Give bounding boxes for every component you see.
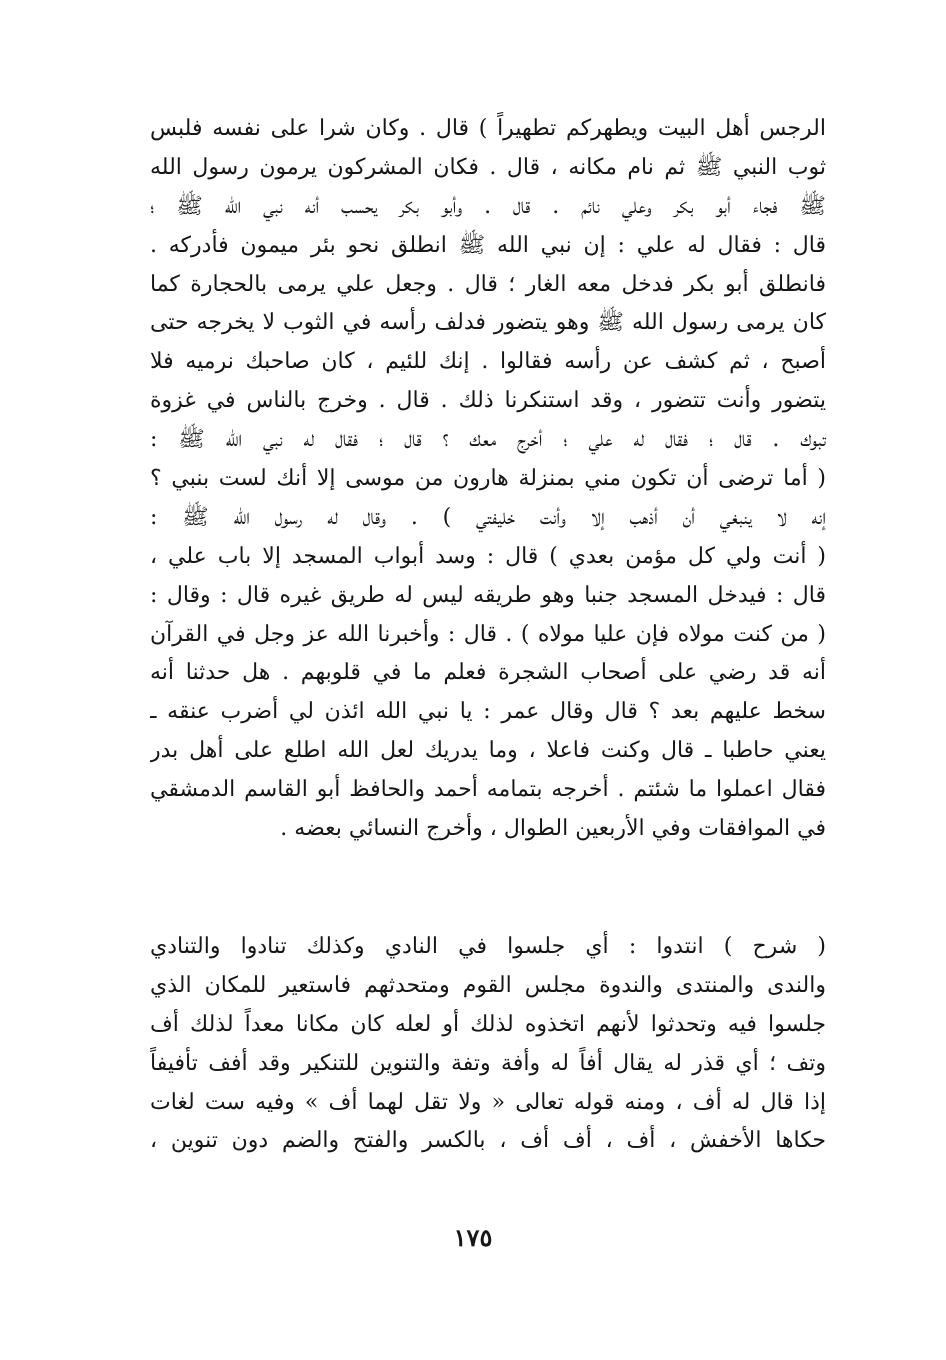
text-line: في الموافقات وفي الأربعين الطوال ، وأخرج النسائي بعضه . <box>280 816 826 842</box>
text-line: قال : فيدخل المسجد جنبا وهو طريقه ليس له طريق غيره قال : وقال : <box>150 582 826 608</box>
text-line: تبوك . قال ؛ فقال له علي ؛ أخرج معك ؟ قال ؛ فقال له نبي الله ﷺ : <box>150 427 826 453</box>
text-line: كان يرمى رسول الله ﷺ وهو يتضور فدلف رأسه في الثوب لا يخرجه حتى <box>150 310 826 336</box>
text-line: ( أما ترضى أن تكون مني بمنزلة هارون من موسى إلا أنك لست بنبي ؟ <box>150 466 826 492</box>
text-line: أنه قد رضي على أصحاب الشجرة فعلم ما في قلوبهم . هل حدثنا أنه <box>150 660 826 686</box>
text-line: وتف ؛ أي قذر له يقال أفاً له وأفة وتفة والتنوين للتنكير وقد أفف تأفيفاً <box>150 1050 826 1076</box>
text-line: فانطلق أبو بكر فدخل معه الغار ؛ قال . وجعل علي يرمى بالحجارة كما <box>150 271 826 297</box>
text-line: ( من كنت مولاه فإن عليا مولاه ) . قال : وأخبرنا الله عز وجل في القرآن <box>150 621 826 647</box>
page-number: ١٧٥ <box>453 1223 493 1252</box>
text-line: قال : فقال له علي : إن نبي الله ﷺ انطلق نحو بئر ميمون فأدركه . <box>150 232 826 258</box>
text-line: فقال اعملوا ما شئتم . أخرجه بتمامه أحمد والحافظ أبو القاسم الدمشقي <box>150 777 826 803</box>
paragraph-commentary <box>150 928 826 1161</box>
text-line: والندى والمنتدى والندوة مجلس القوم ومتحدثهم فاستعير للمكان الذي <box>150 972 826 998</box>
text-line: ( أنت ولي كل مؤمن بعدي ) قال : وسد أبواب المسجد إلا باب علي ، <box>150 543 826 569</box>
paragraph-hadith <box>150 110 826 849</box>
text-line: سخط عليهم بعد ؟ قال وقال عمر : يا نبي الله ائذن لي أضرب عنقه ـ <box>150 699 826 725</box>
text-line: ﷺ فجاء أبو بكر وعلي نائم . قال . وأبو بكر يحسب أنه نبي الله ﷺ ؛ <box>150 193 826 219</box>
text-line: يعني حاطبا ـ قال وكنت فاعلا ، وما يدريك لعل الله اطلع على أهل بدر <box>150 738 826 764</box>
text-line: إنه لا ينبغي أن أذهب إلا وأنت خليفتي ) . وقال له رسول الله ﷺ : <box>150 504 826 530</box>
text-line: ثوب النبي ﷺ ثم نام مكانه ، قال . فكان المشركون يرمون رسول الله <box>150 154 826 180</box>
text-line: ( شرح ) انتدوا : أي جلسوا في النادي وكذلك تنادوا والتنادي <box>150 934 826 959</box>
text-line: أصبح ، ثم كشف عن رأسه فقالوا . إنك للئيم ، كان صاحبك نرميه فلا <box>150 349 826 375</box>
text-line: الرجس أهل البيت ويطهركم تطهيراً ) قال . وكان شرا على نفسه فلبس <box>150 116 826 141</box>
text-line: يتضور وأنت تتضور ، وقد استنكرنا ذلك . قال . وخرج بالناس في غزوة <box>150 388 826 414</box>
text-line: حكاها الأخفش ، أف ، أف أف ، بالكسر والفتح والضم دون تنوين ، <box>150 1128 826 1154</box>
text-line: إذا قال له أف ، ومنه قوله تعالى « ولا تقل لهما أف » وفيه ست لغات <box>150 1089 826 1115</box>
text-line: جلسوا فيه وتحدثوا لأنهم اتخذوه لذلك أو لعله كان مكانا معداً لذلك أف <box>150 1011 826 1037</box>
